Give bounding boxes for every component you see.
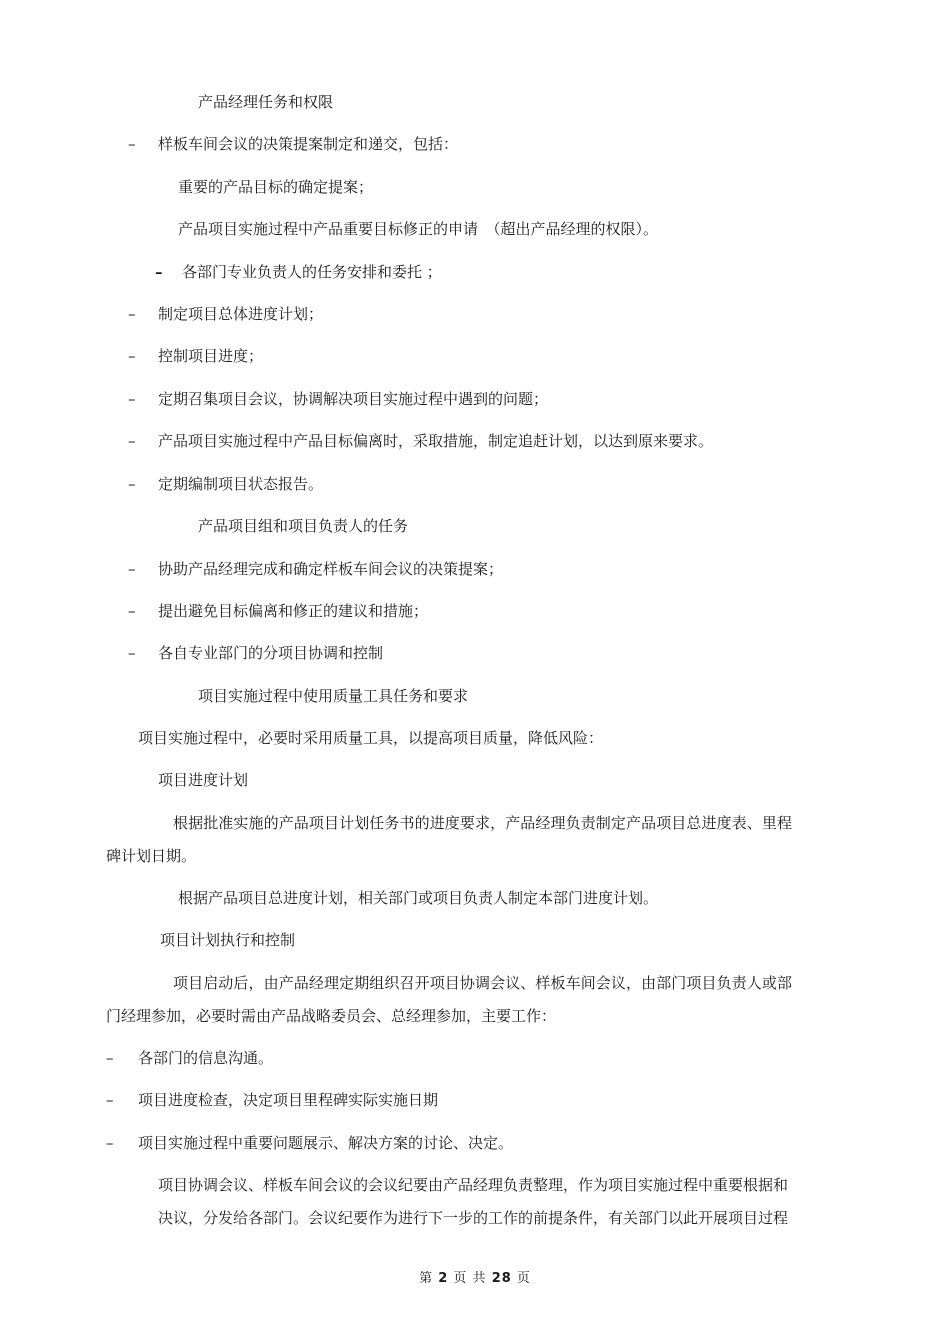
list-item: 样板车间会议的决策提案制定和递交，包括： <box>158 135 459 153</box>
sub-heading-execution: 项目计划执行和控制 <box>160 931 296 949</box>
sub-list-item: 产品项目实施过程中产品重要目标修正的申请 （超出产品经理的权限）。 <box>178 220 659 238</box>
list-item: 制定项目总体进度计划； <box>158 305 324 323</box>
paragraph-line: 决议，分发给各部门。会议纪要作为进行下一步的工作的前提条件，有关部门以此开展项目过程 <box>158 1209 789 1227</box>
list-item: 定期编制项目状态报告。 <box>158 475 324 493</box>
list-dash: – <box>106 1134 114 1152</box>
paragraph-line: 根据批准实施的产品项目计划任务书的进度要求，产品经理负责制定产品项目总进度表、里程 <box>173 814 793 832</box>
paragraph-line: 门经理参加，必要时需由产品战略委员会、总经理参加，主要工作： <box>106 1007 557 1025</box>
sub-heading-schedule: 项目进度计划 <box>158 771 249 789</box>
list-dash: – <box>128 347 136 365</box>
list-item: 各部门的信息沟通。 <box>138 1049 274 1067</box>
footer-prefix: 第 <box>419 1271 434 1286</box>
list-dash: – <box>128 305 136 323</box>
list-item: 控制项目进度； <box>158 347 264 365</box>
list-dash: – <box>128 644 136 662</box>
list-dash: – <box>106 1049 114 1067</box>
section-heading-pm-tasks: 产品经理任务和权限 <box>198 93 334 111</box>
list-item: 各自专业部门的分项目协调和控制 <box>158 644 384 662</box>
paragraph-line: 项目协调会议、样板车间会议的会议纪要由产品经理负责整理，作为项目实施过程中重要根据和 <box>158 1176 789 1194</box>
paragraph: 项目实施过程中，必要时采用质量工具，以提高项目质量，降低风险： <box>138 729 604 747</box>
paragraph: 根据产品项目总进度计划，相关部门或项目负责人制定本部门进度计划。 <box>178 889 659 907</box>
list-item: 产品项目实施过程中产品目标偏离时，采取措施，制定追赶计划，以达到原来要求。 <box>158 432 714 450</box>
list-item: 项目进度检查，决定项目里程碑实际实施日期 <box>138 1091 439 1109</box>
sub-list-item: 重要的产品目标的确定提案； <box>178 178 374 196</box>
list-item: 提出避免目标偏离和修正的建议和措施； <box>158 602 429 620</box>
list-dash: – <box>128 432 136 450</box>
list-dash: – <box>106 1091 114 1109</box>
list-dash: – <box>128 560 136 578</box>
list-dash: – <box>128 135 136 153</box>
list-item: 各部门专业负责人的任务安排和委托 ； <box>182 263 442 281</box>
list-dash: – <box>128 390 136 408</box>
footer-total-pages: 28 <box>491 1271 512 1286</box>
list-dash: – <box>128 475 136 493</box>
list-dash: – <box>128 602 136 620</box>
list-item: 协助产品经理完成和确定样板车间会议的决策提案； <box>158 560 504 578</box>
list-item: 项目实施过程中重要问题展示、解决方案的讨论、决定。 <box>138 1134 514 1152</box>
list-item: 定期召集项目会议，协调解决项目实施过程中遇到的问题； <box>158 390 549 408</box>
page-footer <box>0 1270 950 1288</box>
section-heading-quality-tools: 项目实施过程中使用质量工具任务和要求 <box>198 687 469 705</box>
list-dash: – <box>155 263 163 281</box>
paragraph-line: 碑计划日期。 <box>106 847 197 865</box>
footer-suffix: 页 <box>516 1271 531 1286</box>
section-heading-team-tasks: 产品项目组和项目负责人的任务 <box>198 517 409 535</box>
footer-page-number: 2 <box>438 1271 449 1286</box>
paragraph-line: 项目启动后，由产品经理定期组织召开项目协调会议、样板车间会议，由部门项目负责人或部 <box>173 974 793 992</box>
footer-mid: 页 共 <box>453 1271 487 1286</box>
